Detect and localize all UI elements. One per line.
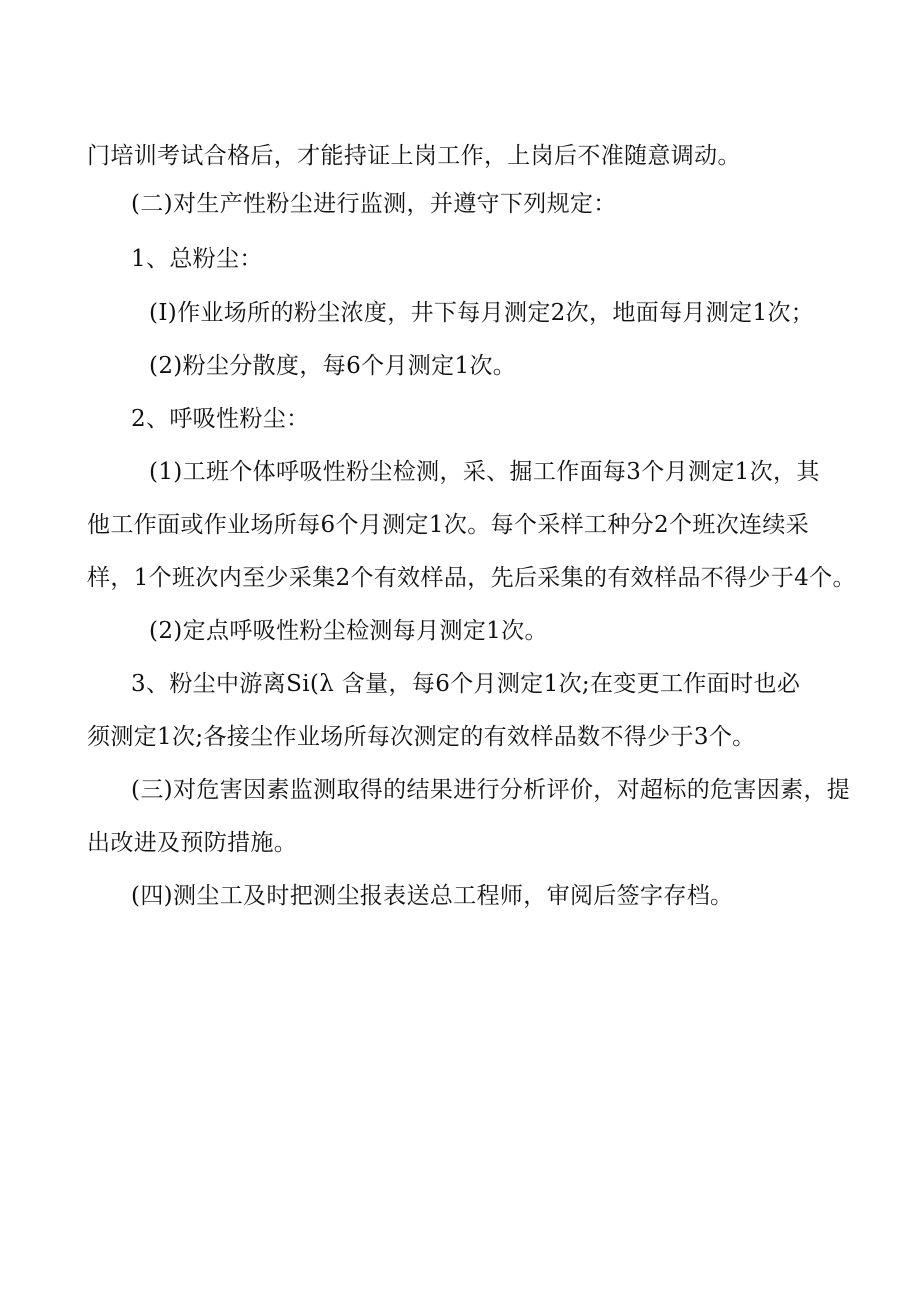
paragraph-line: 样，1个班次内至少采集2个有效样品，先后采集的有效样品不得少于4个。 — [87, 565, 856, 591]
section-heading-3: (三)对危害因素监测取得的结果进行分析评价，对超标的危害因素，提 — [131, 777, 851, 803]
paragraph-line: 出改进及预防措施。 — [87, 830, 298, 856]
list-item: (I)作业场所的粉尘浓度，井下每月测定2次，地面每月测定1次； — [149, 300, 815, 326]
paragraph-line: 须测定1次;各接尘作业场所每次测定的有效样品数不得少于3个。 — [87, 724, 756, 750]
section-heading-2: (二)对生产性粉尘进行监测，并遵守下列规定： — [131, 191, 617, 217]
paragraph-line: 他工作面或作业场所每6个月测定1次。每个采样工种分2个班次连续采 — [87, 512, 810, 538]
section-heading-4: (四)测尘工及时把测尘报表送总工程师，审阅后签字存档。 — [131, 883, 734, 909]
list-item: (1)工班个体呼吸性粉尘检测，采、掘工作面每3个月测定1次，其 — [149, 459, 820, 485]
list-heading-total-dust: 1、总粉尘： — [131, 246, 263, 272]
list-heading-free-silica: 3、粉尘中游离Si(λ 含量，每6个月测定1次;在变更工作面时也必 — [131, 671, 801, 697]
paragraph-line: 门培训考试合格后，才能持证上岗工作，上岗后不准随意调动。 — [87, 143, 741, 169]
list-heading-respirable-dust: 2、呼吸性粉尘： — [131, 406, 310, 432]
list-item: (2)定点呼吸性粉尘检测每月测定1次。 — [149, 618, 548, 644]
list-item: (2)粉尘分散度，每6个月测定1次。 — [149, 353, 517, 379]
